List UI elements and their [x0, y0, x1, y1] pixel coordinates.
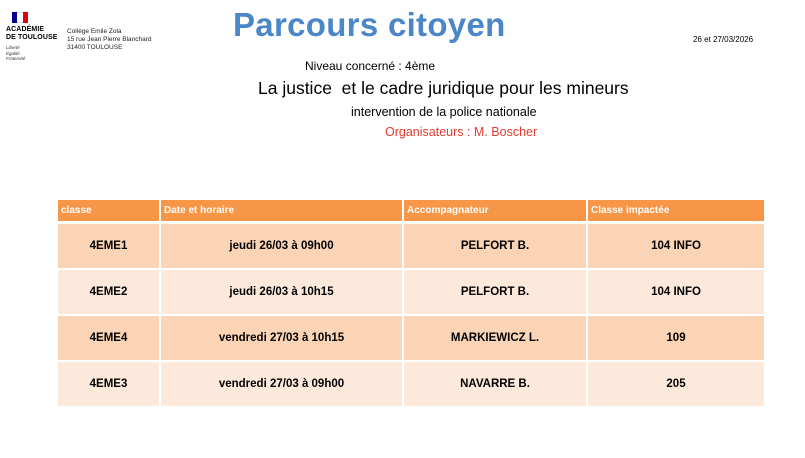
cell-accompagnateur: PELFORT B. — [403, 222, 587, 269]
table-row — [58, 222, 764, 269]
table-header-row — [58, 200, 764, 222]
cell-date: vendredi 27/03 à 09h00 — [160, 361, 403, 407]
cell-accompagnateur: NAVARRE B. — [403, 361, 587, 407]
cell-classe-impactee: 109 — [587, 315, 764, 361]
logo-toulouse: DE TOULOUSE — [6, 34, 58, 41]
cell-classe-impactee: 104 INFO — [587, 222, 764, 269]
event-date: 26 et 27/03/2026 — [693, 35, 754, 44]
level-concerned: Niveau concerné : 4ème — [305, 59, 436, 73]
motto-liberte: Liberté — [6, 45, 20, 50]
logo-academie: ACADÉMIE — [6, 26, 45, 33]
motto-fraternite: Fraternité — [6, 56, 26, 61]
cell-date: jeudi 26/03 à 09h00 — [160, 222, 403, 269]
cell-classe: 4EME4 — [58, 315, 160, 361]
page-title: Parcours citoyen — [233, 6, 506, 43]
logo-motto — [6, 45, 64, 62]
marianne-flag-icon — [12, 12, 28, 23]
school-address-block — [67, 28, 152, 52]
cell-classe: 4EME2 — [58, 269, 160, 315]
cell-date: vendredi 27/03 à 10h15 — [160, 315, 403, 361]
schedule-table — [58, 200, 764, 408]
cell-classe-impactee: 205 — [587, 361, 764, 407]
cell-accompagnateur: MARKIEWICZ L. — [403, 315, 587, 361]
column-header-date: Date et horaire — [160, 200, 403, 222]
school-address: 15 rue Jean Pierre Blanchard — [67, 36, 152, 43]
column-header-classe-impactee: Classe impactée — [587, 200, 764, 222]
column-header-classe: classe — [58, 200, 160, 222]
table-row — [58, 315, 764, 361]
motto-egalite: Égalité — [6, 50, 20, 56]
flag-red-stripe — [23, 12, 28, 23]
column-header-accompagnateur: Accompagnateur — [403, 200, 587, 222]
school-name: Collège Emile Zola — [67, 28, 122, 35]
organizers-line: Organisateurs : M. Boscher — [385, 125, 538, 139]
table-row — [58, 361, 764, 407]
cell-classe: 4EME3 — [58, 361, 160, 407]
intervention-line: intervention de la police nationale — [351, 105, 537, 119]
academie-logo — [6, 12, 64, 62]
cell-date: jeudi 26/03 à 10h15 — [160, 269, 403, 315]
school-city: 31400 TOULOUSE — [67, 44, 123, 51]
cell-classe-impactee: 104 INFO — [587, 269, 764, 315]
cell-classe: 4EME1 — [58, 222, 160, 269]
cell-accompagnateur: PELFORT B. — [403, 269, 587, 315]
page-subtitle: La justice et le cadre juridique pour les mineurs — [258, 78, 629, 98]
table-row — [58, 269, 764, 315]
